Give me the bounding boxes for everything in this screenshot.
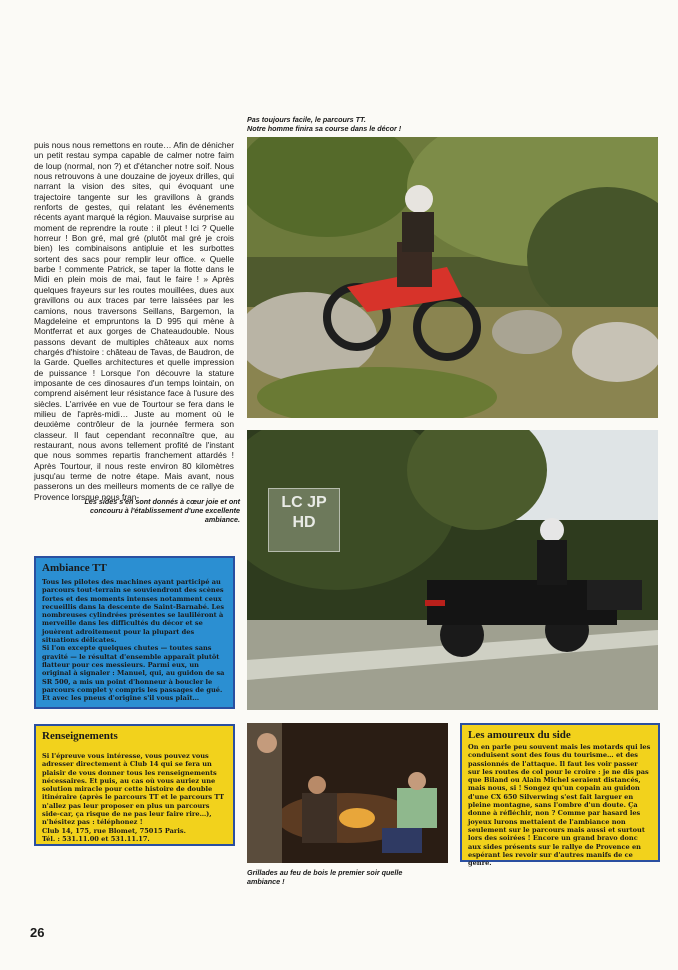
caption-tt <box>247 115 507 133</box>
box-amoureux-p1: On en parle peu souvent mais les motards qui les conduisent sont des fous du tourisme… et des passionnés de l'attaque. Il faut les voir passer sur les routes de col pour le croire : je ne dis pas que Biland ou Alain Michel seraient distancés, mais nous, si ! Songez qu'un copain au guidon d'une CX 650 Silverwing s'est fait larguer en pleine montagne, sans l'ombre d'un doute. Ça donne à réfléchir, non ? Comme par hasard les joyeux lurons mettaient de l'ambiance non seulement sur le parcours mais aussi et surtout lors des soirées ! Encore un grand bravo donc aux sides présents sur le rallye de Provence en espérant les revoir sur d'autres manifs de ce genre. <box>468 743 651 868</box>
box-renseignements-title: Renseignements <box>42 730 118 742</box>
box-renseignements-p3: Tél. : 531.11.00 et 531.11.17. <box>42 834 150 843</box>
box-ambiance-tt <box>34 556 235 709</box>
caption-grillades: Grillades au feu de bois le premier soir quelle ambiance ! <box>247 868 403 886</box>
page-number: 26 <box>30 925 45 940</box>
photo-tt-motorcycle <box>247 137 658 418</box>
caption-tt-line1: Pas toujours facile, le parcours TT. <box>247 115 366 124</box>
box-ambiance-text <box>42 578 227 702</box>
box-renseignements-text <box>42 752 227 843</box>
caption-tt-line2: Notre homme finira sa course dans le décor ! <box>247 124 402 133</box>
box-renseignements-p2: Club 14, 175, rue Blomet, 75015 Paris. <box>42 826 186 835</box>
box-amoureux-title: Les amoureux du side <box>468 729 571 741</box>
watermark <box>268 488 340 552</box>
box-renseignements <box>34 724 235 846</box>
box-ambiance-p1: Tous les pilotes des machines ayant participé au parcours tout-terrain se souviendront des scènes fortes et des moments intenses notamment ceux recueillis dans la descente de Saint-Barnabé. Les nombreuses cylindrées présentes se lauliléront à merveille dans les difficultés du décor et se jouèrent adroitement pour la plupart des situations délicates. <box>42 578 225 645</box>
box-amoureux-text <box>468 743 652 867</box>
box-amoureux-du-side <box>460 723 660 868</box>
photo-sidecar <box>247 430 658 710</box>
photo-campfire <box>247 723 448 863</box>
box-ambiance-title: Ambiance TT <box>42 562 107 574</box>
article-body: puis nous nous remettons en route… Afin de dénicher un petit restau sympa capable de calmer notre faim de loup (normal, non ?) et d'étancher notre soif. Nous nous retrouvons à une douzaine de joyeux drilles, qui narrant la vision des sites, qui évoquant une trajectoire tangente sur les gravillons à grands renforts de gestes, qui relatant les événements récents ayant marqué la région. Mauvaise surprise au moment de reprendre la route : il pleut ! Ici ? Quelle horreur ! Bon gré, mal gré (plutôt mal gré je crois bien) les combinaisons antipluie et les surbottes sortent des sacs pour remplir leur office. « Quelle barbe ! commente Patrick, se taper la flotte dans le Midi en plein mois de mai, faut le faire ! » Après quelques frayeurs sur les routes mouillées, dues aux gravillons ou aux traces par terre laissées par les camions, nous traversons Seillans, Bargemon, la Magdeleine et empruntons la D 995 qui mène à Montferrat et aux gorges de Chateaudouble. Nous passons devant de multiples châteaux aux noms chargés d'histoire : château de Tavas, de Baudron, de la Garde. Quelles architectures et quelle impression de puissance ! Lorsque l'on découvre la stature imposante de ces dinosaures d'un temps lointain, on comprend aisément leur résistance face à l'usure des siècles. L'arrivée en vue de Tourtour se fera dans le milieu de l'après-midi… Juste au moment où le deuxième contrôleur de la journée fermera son classeur. Il faut cependant reconnaître que, au restaurant, nous avons tellement profité de l'instant que nous sommes repartis franchement attardés ! Après Tourtour, il nous reste environ 80 kilomètres jusqu'au terme de notre étape. Mais avant, nous passerons un des meilleurs moments de ce rallye de Provence lorsque nous fran- <box>34 140 234 502</box>
box-ambiance-p2: Si l'on excepte quelques chutes — toutes sans gravité — le résultat d'ensemble apparaît plutôt flatteur pour ces messieurs. Parmi eux, un original à signaler : Manuel, qui, au guidon de sa SR 500, a mis un point d'honneur à boucler le parcours complet y compris les passages de gué. Et avec les pneus d'origine s'il vous plaît… <box>42 644 225 703</box>
watermark-text: LC JP HD <box>281 494 327 531</box>
caption-sides: Les sides s'en sont donnés à cœur joie et ont concouru à l'établissement d'une excellente ambiance. <box>84 497 240 524</box>
box-renseignements-p1: Si l'épreuve vous intéresse, vous pouvez vous adresser directement à Club 14 qui se fera un plaisir de vous donner tous les renseignements nécessaires. Et puis, au cas où vous auriez une solution miracle pour cette histoire de double itinéraire (après le parcours TT et le parcours TT n'allez pas leur proposer en plus un parcours side-car, ça risque de ne pas leur faire rire…), n'hésitez pas : téléphonez ! <box>42 752 225 827</box>
